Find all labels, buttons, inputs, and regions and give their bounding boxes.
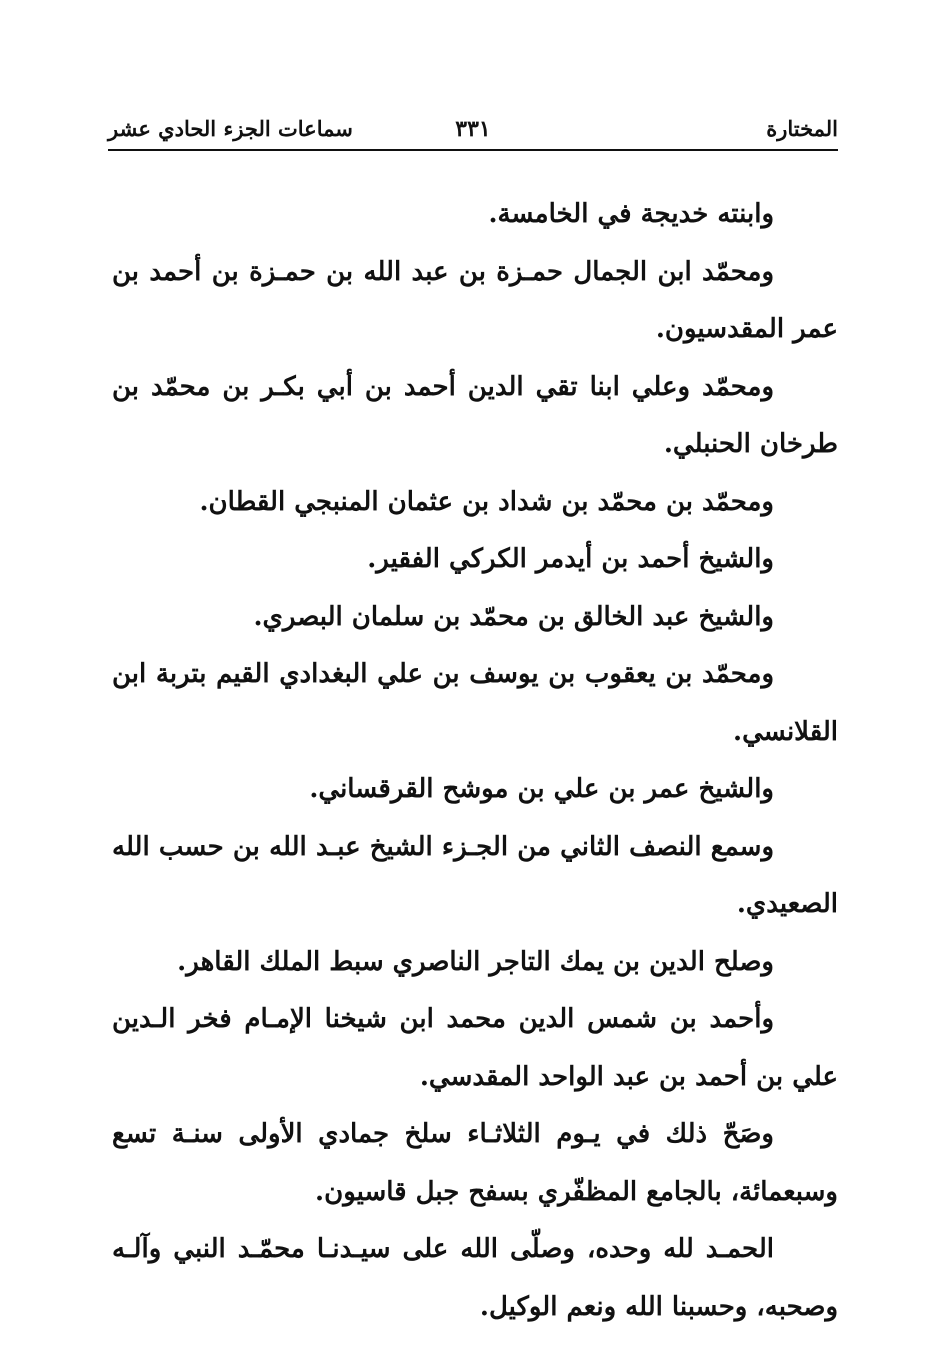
paragraph: ومحمّد بن محمّد بن شداد بن عثمان المنبجي القطان.: [199, 486, 774, 517]
paragraph: وصلح الدين بن يمك التاجر الناصري سبط الملك القاهر.: [177, 946, 774, 977]
header-section-title: سماعات الجزء الحادي عشر: [108, 116, 353, 141]
paragraph: والشيخ عبد الخالق بن محمّد بن سلمان البصري.: [253, 601, 774, 632]
body-text: [112, 186, 838, 1336]
paragraph: ومحمّد وعلي ابنا تقي الدين أحمد بن أبي بكـر بن محمّد بن طرخان الحنبلي.: [112, 371, 838, 459]
paragraph: الحمـد لله وحده، وصلّى الله على سيـدنـا محمّـد النبي وآلـه وصحبه، وحسبنا الله ونعم الوكيل.: [112, 1234, 838, 1322]
page-number: ٣٣١: [455, 116, 491, 142]
paragraph: وابنته خديجة في الخامسة.: [488, 199, 774, 229]
header-book-title: المختارة: [766, 116, 838, 141]
paragraph: والشيخ أحمد بن أيدمر الكركي الفقير.: [367, 544, 774, 574]
paragraph: وصَحّ ذلك في يـوم الثلاثـاء سلخ جمادي الأولى سنـة تسع وسبعمائة، بالجامع المظفّري بسفح جبل قاسيون.: [112, 1119, 838, 1207]
paragraph: وسمع النصف الثاني من الجـزء الشيخ عبـد الله بن حسب الله الصعيدي.: [112, 831, 838, 919]
header-divider: [108, 149, 838, 151]
paragraph: والشيخ عمر بن علي بن موشح القرقساني.: [309, 774, 774, 804]
paragraph: ومحمّد ابن الجمال حمـزة بن عبد الله بن حمـزة بن أحمد بن عمر المقدسيون.: [112, 256, 838, 344]
paragraph: وأحمد بن شمس الدين محمد ابن شيخنا الإمـام فخر الـدين علي بن أحمد بن عبد الواحد المقدسي.: [112, 1004, 838, 1092]
running-header: [108, 112, 838, 146]
paragraph: ومحمّد بن يعقوب بن يوسف بن علي البغدادي القيم بتربة ابن القلانسي.: [112, 659, 838, 747]
